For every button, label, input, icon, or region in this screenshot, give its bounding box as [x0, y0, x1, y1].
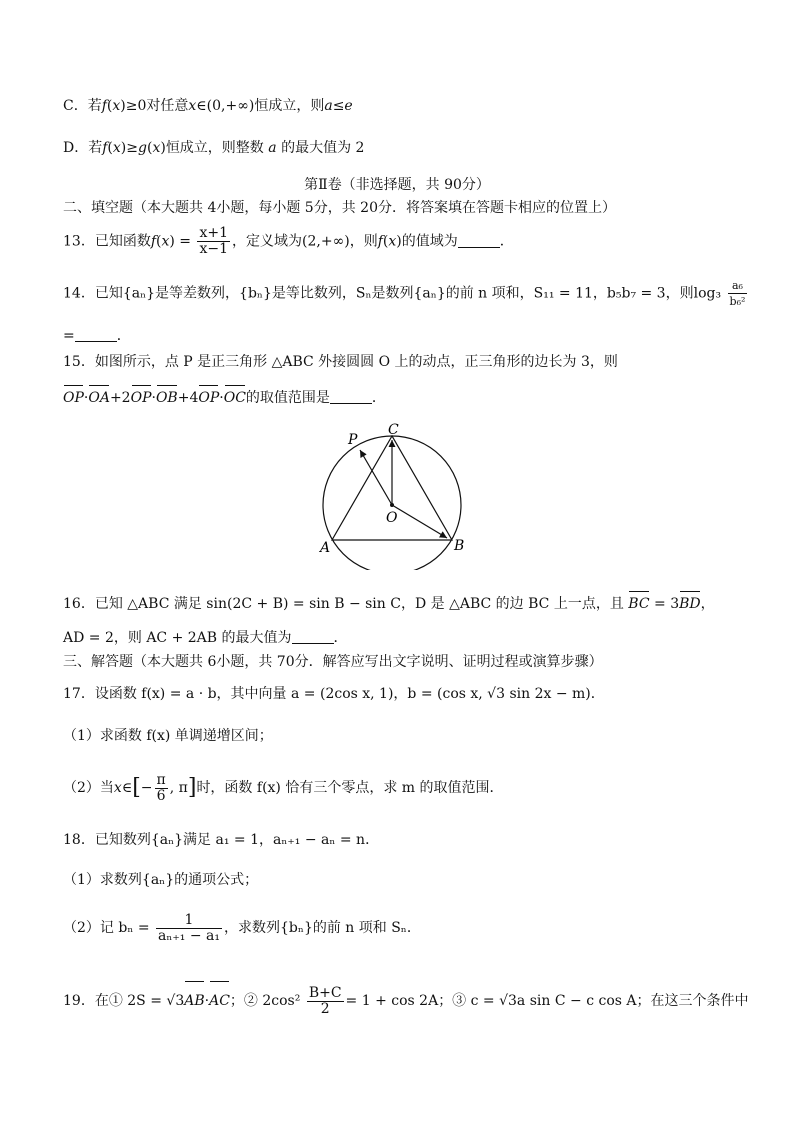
q13-fraction	[197, 226, 230, 257]
q18-p2-tail: ，求数列{bₙ}的前 n 项和 Sₙ．	[224, 920, 421, 936]
question-17-part1: （1）求函数 f(x) 单调递增区间；	[63, 728, 273, 744]
q18-num: 1	[156, 913, 222, 929]
label-p: P	[348, 432, 358, 448]
question-15-expr: OP·OA+2OP·OB+4OP·OC的取值范围是 ．	[63, 390, 386, 406]
q17-p2-lead: （2）当	[63, 780, 114, 796]
q13-label: 13．已知函数	[63, 233, 151, 250]
q13-den: x−1	[199, 241, 229, 257]
q17-p2-tail: 时，函数 f(x) 恰有三个零点，求 m 的取值范围．	[196, 780, 504, 796]
q13-domain: (2,+∞)	[302, 233, 350, 250]
option-d-mid: 恒成立，则整数	[165, 140, 264, 156]
question-16: 16．已知 △ABC 满足 sin(2C + B) = sin B − sin C，D 是 △ABC 的边 BC 上一点，且 BC = 3BD，	[63, 596, 715, 612]
q18-fraction	[156, 913, 222, 944]
q16-answer-blank[interactable]	[292, 629, 334, 644]
q13-num: x+1	[199, 225, 229, 241]
option-c-domain: (0,+∞)	[206, 98, 255, 114]
q15-answer-blank[interactable]	[330, 389, 372, 404]
question-14-answer	[63, 326, 131, 346]
q14-fraction	[728, 278, 748, 309]
vector-ob	[392, 505, 447, 538]
q19-cond1: 19．在① 2S = √3	[63, 993, 185, 1009]
question-17: 17．设函数 f(x) = a · b，其中向量 a = (2cos x, 1)，b = (cos x, √3 sin 2x − m)．	[63, 686, 605, 702]
q16-text: 16．已知 △ABC 满足 sin(2C + B) = sin B − sin C，D 是 △ABC 的边 BC 上一点，且	[63, 596, 624, 612]
q15-end: ．	[371, 390, 386, 406]
q13-answer-blank[interactable]	[458, 233, 500, 248]
q16-comma: ，	[700, 596, 715, 612]
part2-title: 第Ⅱ卷（非选择题，共 90分）	[304, 177, 490, 193]
q14-answer-blank[interactable]	[75, 327, 117, 342]
q13-tail2: 的值域为	[401, 233, 458, 250]
q19-rest: = 1 + cos 2A；③ c = √3a sin C − c cos A；在这三个条件中	[345, 993, 749, 1009]
q19-cond2-lead: ；② 2cos²	[229, 993, 301, 1009]
q19-fraction	[307, 986, 344, 1017]
question-18-part1: （1）求数列{aₙ}的通项公式；	[63, 872, 259, 888]
q15-tail: 的取值范围是	[245, 390, 330, 406]
q13-end: ．	[499, 233, 514, 250]
center-point	[390, 503, 394, 507]
question-18: 18．已知数列{aₙ}满足 a₁ = 1，aₙ₊₁ − aₙ = n．	[63, 832, 380, 848]
q18-p2-lead: （2）记 bₙ =	[63, 920, 150, 936]
option-d: D．若f(x)≥g(x)恒成立，则整数 a 的最大值为 2	[63, 140, 365, 156]
q18-den: aₙ₊₁ − a₁	[158, 927, 221, 944]
question-18-part2	[63, 910, 421, 946]
q14-text: 14．已知{aₙ}是等差数列，{bₙ}是等比数列，Sₙ是数列{aₙ}的前 n 项和，S₁₁ = 11，b₅b₇ = 3，则log₃	[63, 285, 722, 302]
q13-tail: ，则	[349, 233, 378, 250]
option-c: C．若f(x)≥0对任意x∈(0,+∞)恒成立，则a≤e	[63, 98, 353, 114]
q14-end: ．	[116, 328, 131, 344]
section2-heading: 二、填空题（本大题共 4小题，每小题 5分，共 20分．将答案填在答题卡相应的位置上）	[63, 200, 616, 216]
vector-op	[360, 450, 392, 505]
label-c: C	[388, 422, 399, 438]
question-16-cont	[63, 628, 348, 648]
q19-den: 2	[320, 1000, 330, 1017]
label-a: A	[320, 540, 331, 556]
option-d-label: D．若	[63, 140, 103, 156]
q14-num: a₆	[728, 278, 748, 294]
option-d-var: a	[268, 140, 277, 156]
option-c-tail: 恒成立，则	[254, 98, 325, 114]
q14-den: b₆²	[729, 295, 746, 308]
question-17-part2: （2）当x∈[− $\frac{\pi}{6}$ , π]时，函数 f(x) 恰有三个零点，求 m 的取值范围．	[63, 771, 504, 804]
q16-end: ．	[333, 630, 348, 646]
question-19: 19．在① 2S = √3AB·AC；② 2cos² $\frac{B+C}{2}$ = 1 + cos 2A；③ c = √3a sin C − c cos A；在这三个条件中	[63, 984, 749, 1017]
question-14	[63, 278, 749, 309]
q14-eq: =	[63, 328, 75, 344]
question-13: 13．已知函数f(x) = $\frac{x+1}{x-1}$ ，定义域为(2,+∞)，则f(x)的值域为 ．	[63, 225, 514, 257]
q13-mid: ，定义域为	[232, 233, 303, 250]
q19-num: B+C	[308, 984, 342, 1001]
q16-text2: AD = 2，则 AC + 2AB 的最大值为	[63, 630, 292, 646]
label-b: B	[454, 538, 465, 554]
option-c-cond: ≥0对任意	[125, 98, 189, 114]
circle-triangle-figure	[310, 420, 480, 570]
section3-heading: 三、解答题（本大题共 6小题，共 70分．解答应写出文字说明、证明过程或演算步骤）	[63, 654, 603, 670]
option-d-tail: 的最大值为 2	[281, 140, 365, 156]
option-c-label: C．若	[63, 98, 102, 114]
label-o: O	[386, 510, 398, 526]
option-c-conclusion: a≤e	[324, 98, 353, 114]
question-15: 15．如图所示，点 P 是正三角形 △ABC 外接圆圆 O 上的动点，正三角形的边长为 3，则	[63, 354, 618, 370]
